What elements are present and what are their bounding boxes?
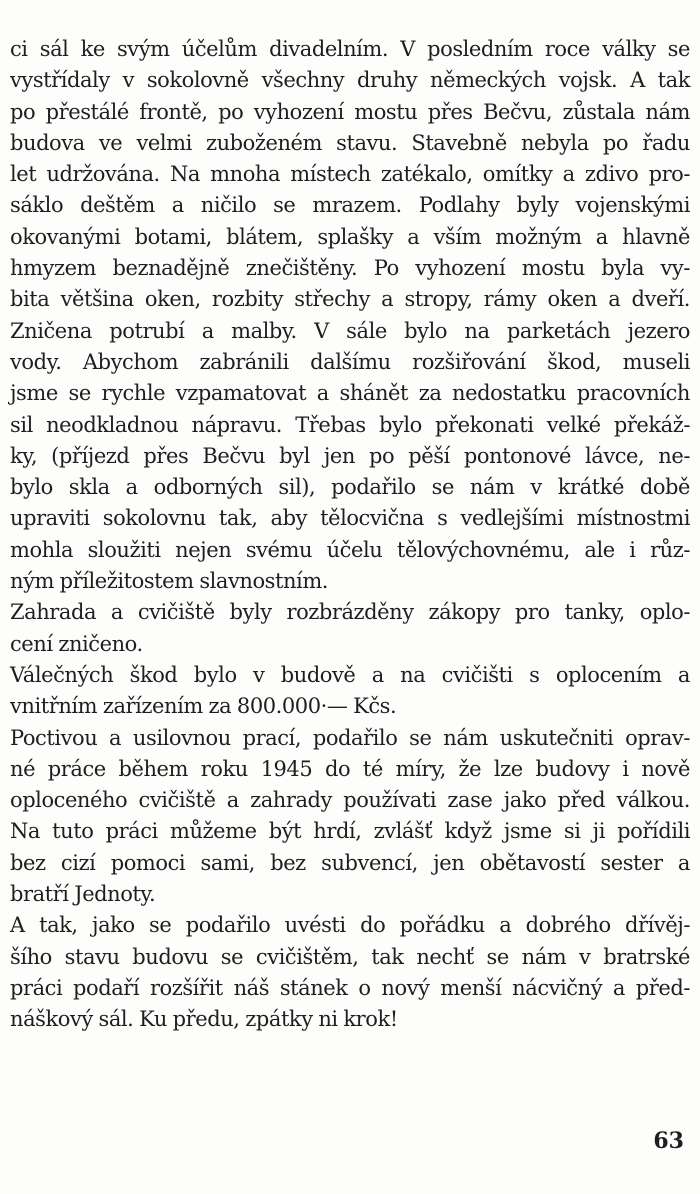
text-line: mohla sloužiti nejen svému účelu tělovýchovnému, ale i růz-: [10, 537, 690, 562]
text-line: bez cizí pomoci sami, bez subvencí, jen obětavostí sester a: [10, 850, 690, 875]
text-line: A tak, jako se podařilo uvésti do pořádku a dobrého dřívěj-: [10, 913, 690, 938]
text-line: okovanými botami, blátem, splašky a vším možným a hlavně: [10, 224, 690, 249]
text-line: Poctivou a usilovnou prací, podařilo se nám uskutečniti oprav-: [10, 725, 690, 750]
text-line: náškový sál. Ku předu, zpátky ni krok!: [10, 1007, 398, 1032]
text-line: vystřídaly v sokolovně všechny druhy německých vojsk. A tak: [10, 68, 690, 93]
text-line: upraviti sokolovnu tak, aby tělocvična s vedlejšími místnostmi: [10, 506, 690, 531]
text-line: po přestálé frontě, po vyhození mostu přes Bečvu, zůstala nám: [10, 99, 690, 124]
text-line: Válečných škod bylo v budově a na cvičišti s oplocením a: [10, 662, 690, 687]
text-line: vody. Abychom zabránili dalšímu rozšiřování škod, museli: [10, 349, 690, 374]
text-line: sil neodkladnou nápravu. Třebas bylo překonati velké překáž-: [10, 412, 690, 437]
paragraph: [10, 597, 690, 660]
text-line: ky, (příjezd přes Bečvu byl jen po pěší pontonové lávce, ne-: [10, 443, 690, 468]
text-line: bylo skla a odborných sil), podařilo se nám v krátké době: [10, 475, 690, 500]
text-line: bita většina oken, rozbity střechy a stropy, rámy oken a dveří.: [10, 287, 690, 312]
paragraph: [10, 910, 690, 1035]
text-line: Na tuto práci můžeme být hrdí, zvlášť když jsme si ji pořídili: [10, 819, 690, 844]
paragraph: [10, 34, 690, 597]
text-line: cení zničeno.: [10, 631, 143, 656]
text-line: oploceného cvičiště a zahrady používati zase jako před válkou.: [10, 788, 690, 813]
text-line: ným příležitostem slavnostním.: [10, 569, 329, 594]
page-number: 63: [653, 1128, 684, 1154]
text-line: Zahrada a cvičiště byly rozbrázděny zákopy pro tanky, oplo-: [10, 600, 690, 625]
text-line: budova ve velmi zuboženém stavu. Stavebně nebyla po řadu: [10, 130, 690, 155]
text-line: Zničena potrubí a malby. V sále bylo na parketách jezero: [10, 318, 690, 343]
text-line: jsme se rychle vzpamatovat a shánět za nedostatku pracovních: [10, 381, 690, 406]
text-line: ci sál ke svým účelům divadelním. V posledním roce války se: [10, 37, 690, 61]
body-text: [10, 34, 690, 1036]
text-line: vnitřním zařízením za 800.000·— Kčs.: [10, 694, 397, 719]
paragraph: [10, 660, 690, 723]
text-line: šího stavu budovu se cvičištěm, tak nechť se nám v bratrské: [10, 944, 690, 969]
paragraph: [10, 723, 690, 911]
text-line: bratří Jednoty.: [10, 882, 156, 907]
text-line: hmyzem beznadějně znečištěny. Po vyhození mostu byla vy-: [10, 256, 690, 281]
text-line: né práce během roku 1945 do té míry, že lze budovy i nově: [10, 756, 690, 781]
text-line: sáklo deštěm a ničilo se mrazem. Podlahy byly vojenskými: [10, 193, 690, 218]
text-line: let udržována. Na mnoha místech zatékalo, omítky a zdivo pro-: [10, 162, 690, 187]
text-line: práci podaří rozšířit náš stánek o nový menší nácvičný a před-: [10, 975, 690, 1000]
